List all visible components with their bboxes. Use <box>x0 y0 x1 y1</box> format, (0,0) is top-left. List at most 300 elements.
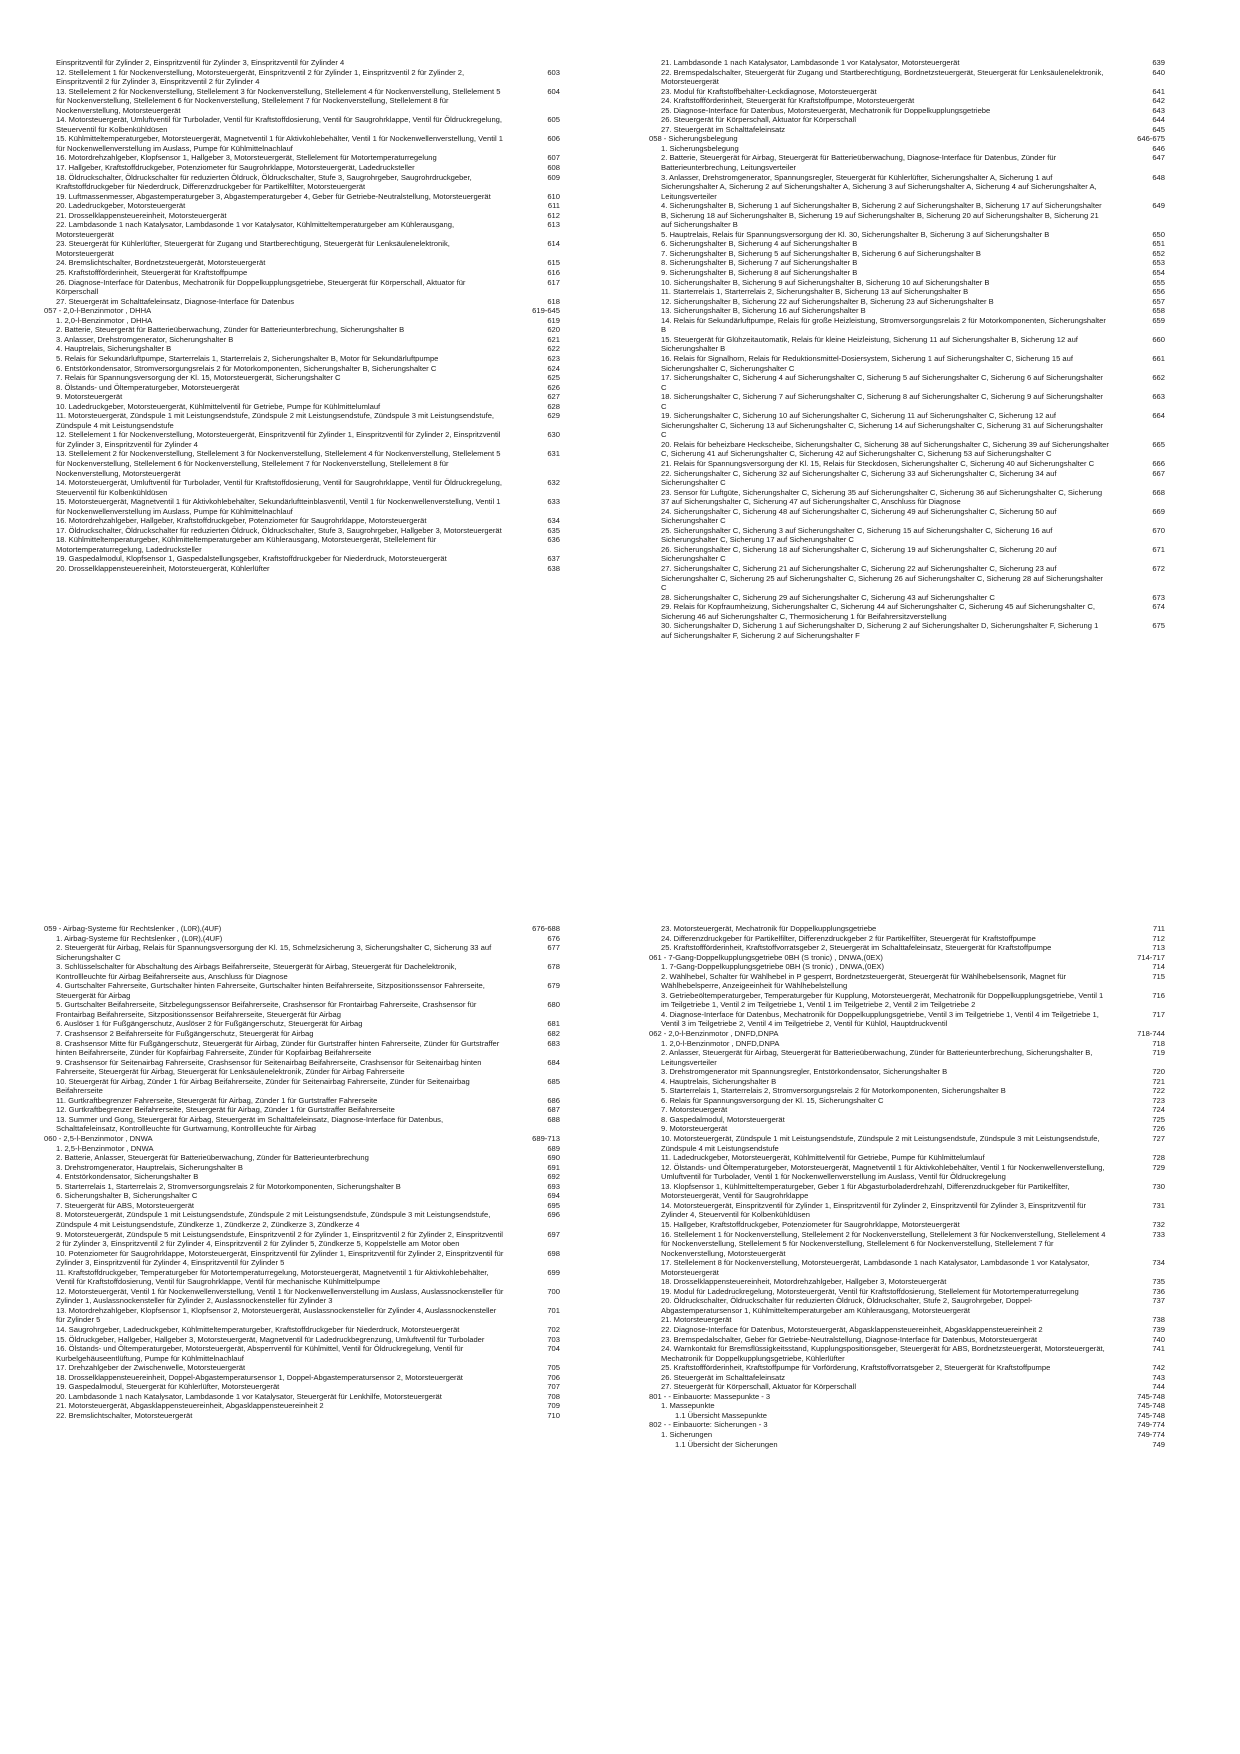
toc-page-number: 672 <box>1152 563 1165 573</box>
toc-entry-text: 22. Sicherungshalter C, Sicherung 32 auf Sicherungshalter C, Sicherung 33 auf Sicherungshalter C, Sicherung 34 auf Sicherungshalter C <box>661 468 1057 488</box>
toc-entry[interactable] <box>44 1201 574 1211</box>
toc-entry-text: 27. Sicherungshalter C, Sicherung 21 auf Sicherungshalter C, Sicherung 22 auf Sicherungshalter C, Sicherung 23 auf Sicherungshalter C, Sicherung 25 auf Sicherungshalter C, Sicherung 26 auf Sicherungshalter C, Sicherung 28 auf Sicherungshalter C <box>661 563 1103 593</box>
toc-entry[interactable] <box>649 1086 1179 1096</box>
toc-entry[interactable] <box>649 106 1179 116</box>
toc-page-number: 730 <box>1152 1181 1165 1191</box>
toc-entry[interactable] <box>44 1325 574 1335</box>
toc-entry-text: 059 - Airbag-Systeme für Rechtslenker , (L0R),(4UF) <box>44 924 222 933</box>
toc-entry-text: 8. Gaspedalmodul, Motorsteuergerät <box>661 1114 785 1124</box>
toc-entry[interactable] <box>44 1249 574 1268</box>
toc-chapter-entry[interactable] <box>649 953 1179 963</box>
toc-entry[interactable] <box>649 278 1179 288</box>
toc-entry[interactable] <box>44 1392 574 1402</box>
toc-entry[interactable] <box>44 962 574 981</box>
toc-entry[interactable] <box>649 87 1179 97</box>
toc-page-number: 689 <box>547 1143 560 1153</box>
toc-entry[interactable] <box>44 1000 574 1019</box>
toc-entry[interactable] <box>44 934 574 944</box>
toc-entry[interactable] <box>649 1315 1179 1325</box>
toc-entry-text: 4. Gurtschalter Fahrerseite, Gurtschalter hinten Fahrerseite, Gurtschalter hinten Beifahrerseite, Sitzpositionssensor Fahrerseite, Steuergerät für Airbag <box>56 981 485 1000</box>
toc-entry-text: 27. Steuergerät im Schalttafeleinsatz <box>661 124 786 134</box>
toc-entry-text: 20. Relais für beheizbare Heckscheibe, Sicherungshalter C, Sicherung 38 auf Sicherungshalter C, Sicherung 39 auf Sicherungshalter C, Sicherung 41 auf Sicherungshalter C, Sicherung 42 auf Sicherungshalter C, Sicherung 53 auf Sicherungshalter C <box>661 439 1109 459</box>
toc-page-number: 633 <box>547 497 560 507</box>
toc-page-number: 666 <box>1152 458 1165 468</box>
toc-entry[interactable] <box>649 58 1179 68</box>
toc-entry-text: 3. Getriebeöltemperaturgeber, Temperaturgeber für Kupplung, Motorsteuergerät, Mechatronik für Doppelkupplungsgetriebe, Ventil 1 im Teilgetriebe 1, Ventil 2 im Teilgetriebe 1, Ventil 1 im Teilgetriebe 2, Ventil 2 im Teilgetriebe 2 <box>661 990 1104 1010</box>
toc-page-number: 651 <box>1152 239 1165 249</box>
toc-entry[interactable] <box>649 1182 1179 1201</box>
toc-entry[interactable] <box>44 1182 574 1192</box>
toc-page-number: 643 <box>1152 105 1165 115</box>
toc-entry[interactable] <box>44 220 574 239</box>
toc-entry[interactable] <box>44 1191 574 1201</box>
toc-page-number: 607 <box>547 153 560 163</box>
toc-entry[interactable] <box>649 1287 1179 1297</box>
toc-chapter-entry[interactable] <box>649 134 1179 144</box>
toc-entry[interactable] <box>649 354 1179 373</box>
toc-entry[interactable] <box>44 335 574 345</box>
toc-entry-text: 8. Sicherungshalter B, Sicherung 7 auf Sicherungshalter B <box>661 258 858 268</box>
toc-entry[interactable] <box>44 1411 574 1421</box>
toc-entry[interactable] <box>44 1144 574 1154</box>
toc-entry[interactable] <box>44 402 574 412</box>
toc-entry[interactable] <box>649 1163 1179 1182</box>
toc-entry-text: 15. Steuergerät für Glühzeitautomatik, Relais für kleine Heizleistung, Sicherung 11 auf Sicherungshalter B, Sicherung 12 auf Sicherungshalter B <box>661 334 1078 354</box>
toc-entry-text: 9. Motorsteuergerät <box>56 392 123 402</box>
toc-entry[interactable] <box>649 1220 1179 1230</box>
toc-entry[interactable] <box>44 68 574 87</box>
toc-entry[interactable] <box>44 1382 574 1392</box>
toc-entry-text: 29. Relais für Kopfraumheizung, Sicherungshalter C, Sicherung 44 auf Sicherungshalter C, Sicherung 45 auf Sicherungshalter C, Sicherung 46 auf Sicherungshalter C, Thermosicherung 1 für Beifahrersitzverstellung <box>661 602 1095 621</box>
toc-entry-text: 24. Kraftstoffförderinheit, Steuergerät für Kraftstoffpumpe, Motorsteuergerät <box>661 96 915 106</box>
toc-entry[interactable] <box>44 1287 574 1306</box>
toc-entry-text: 1. Sicherungen <box>661 1429 713 1439</box>
toc-entry-text: 25. Sicherungshalter C, Sicherung 3 auf Sicherungshalter C, Sicherung 15 auf Sicherungshalter C, Sicherung 16 auf Sicherungshalter C, Sicherung 17 auf Sicherungshalter C <box>661 525 1053 545</box>
toc-entry[interactable] <box>44 211 574 221</box>
toc-page-number: 702 <box>547 1324 560 1334</box>
toc-entry-text: 17. Drehzahlgeber der Zwischenwelle, Motorsteuergerät <box>56 1363 246 1373</box>
toc-entry-text: 20. Lambdasonde 1 nach Katalysator, Lambdasonde 1 vor Katalysator, Steuergerät für Lenkhilfe, Motorsteuergerät <box>56 1391 442 1401</box>
toc-entry-text: 10. Sicherungshalter B, Sicherung 9 auf Sicherungshalter B, Sicherung 10 auf Sicherungshalter B <box>661 277 990 287</box>
toc-page-number: 749 <box>1152 1439 1165 1449</box>
toc-entry[interactable] <box>649 173 1179 202</box>
toc-entry-text: 23. Motorsteuergerät, Mechatronik für Doppelkupplungsgetriebe <box>661 924 877 933</box>
toc-entry-text: 8. Crashsensor Mitte für Fußgängerschutz, Steuergerät für Airbag, Zünder für Gurtstraffer hinten Fahrerseite, Zünder für Gurtstraffer hinten Beifahrerseite, Zünder für Kopfairbag Fahrerseite, Zünder für Kopfairbag Beifahrerseite <box>56 1038 500 1058</box>
toc-chapter-entry[interactable] <box>649 1420 1179 1430</box>
toc-page-number: 674 <box>1152 602 1165 612</box>
toc-page-number: 622 <box>547 344 560 354</box>
toc-entry[interactable] <box>44 344 574 354</box>
toc-entry-text: 2. Batterie, Steuergerät für Airbag, Steuergerät für Batterieüberwachung, Diagnose-Interface für Datenbus, Zünder für Batterieunterbrechung, Leitungsverteiler <box>661 153 1057 173</box>
toc-page-number: 683 <box>547 1038 560 1048</box>
toc-entry-text: 802 - - Einbauorte: Sicherungen - 3 <box>649 1420 768 1430</box>
toc-entry-text: 13. Motordrehzahlgeber, Klopfsensor 1, Klopfsensor 2, Motorsteuergerät, Auslassnockensteller für Zylinder 4, Auslassnockensteller für Zylinder 5 <box>56 1305 497 1325</box>
toc-entry[interactable] <box>649 1335 1179 1345</box>
toc-entry[interactable] <box>44 239 574 258</box>
toc-chapter-entry[interactable] <box>649 1392 1179 1402</box>
toc-entry[interactable] <box>44 1153 574 1163</box>
toc-page-number: 657 <box>1152 296 1165 306</box>
toc-entry-text: 9. Motorsteuergerät <box>661 1124 728 1134</box>
toc-entry[interactable] <box>649 1096 1179 1106</box>
toc-entry-text: 9. Motorsteuergerät, Zündspule 5 mit Leistungsendstufe, Einspritzventil 2 für Zylinder 1, Einspritzventil 2 für Zylinder 2, Einspritzventil 2 für Zylinder 3, Einspritzventil 2 für Zylinder 4, Einspritzventil 2 für Zylinder 5, Zündkerze 5, Koppelstelle am Motor oben <box>56 1229 503 1249</box>
toc-entry[interactable] <box>44 173 574 192</box>
toc-page-number: 658 <box>1152 306 1165 316</box>
toc-entry-text: 060 - 2,5-l-Benzinmotor , DNWA <box>44 1134 153 1144</box>
toc-chapter-entry[interactable] <box>44 924 574 934</box>
toc-entry-text: 27. Steuergerät im Schalttafeleinsatz, Diagnose-Interface für Datenbus <box>56 296 295 306</box>
toc-entry[interactable] <box>44 449 574 478</box>
toc-entry[interactable] <box>649 144 1179 154</box>
toc-entry-text: 13. Klopfsensor 1, Kühlmitteltemperaturgeber, Geber 1 für Abgasturboladerdrehzahl, Differenzdruckgeber für Partikelfilter, Motorsteuergerät, Ventil für Saugrohrklappe <box>661 1181 1070 1201</box>
toc-entry-text: 10. Steuergerät für Airbag, Zünder 1 für Airbag Beifahrerseite, Zünder für Seitenairbag Fahrerseite, Zünder für Seitenairbag Beifahrerseite <box>56 1076 470 1096</box>
toc-entry-text: 27. Steuergerät für Körperschall, Aktuator für Körperschall <box>661 1382 857 1392</box>
toc-entry[interactable] <box>44 497 574 516</box>
toc-page-number: 669 <box>1152 506 1165 516</box>
toc-page-number: 745-748 <box>1137 1401 1165 1411</box>
toc-entry[interactable] <box>649 1411 1179 1421</box>
toc-page-number: 675 <box>1152 621 1165 631</box>
toc-page-number: 736 <box>1152 1286 1165 1296</box>
toc-entry-text: 22. Bremspedalschalter, Steuergerät für Zugang und Startberechtigung, Bordnetzsteuergerät, Steuergerät für Lenksäulenelektronik, Motorsteuergerät <box>661 67 1104 87</box>
toc-entry-text: Einspritzventil für Zylinder 2, Einspritzventil für Zylinder 3, Einspritzventil für Zylinder 4 <box>56 58 345 67</box>
toc-entry[interactable] <box>649 297 1179 307</box>
toc-entry-text: 801 - - Einbauorte: Massepunkte - 3 <box>649 1391 771 1401</box>
toc-page-number: 715 <box>1152 971 1165 981</box>
toc-entry[interactable] <box>649 943 1179 953</box>
toc-entry-text: 1.1 Übersicht der Sicherungen <box>675 1439 778 1449</box>
toc-entry[interactable] <box>44 1210 574 1229</box>
toc-page-number: 661 <box>1152 353 1165 363</box>
toc-page-number: 627 <box>547 392 560 402</box>
toc-page-number: 696 <box>547 1210 560 1220</box>
toc-page-number: 642 <box>1152 96 1165 106</box>
toc-entry[interactable] <box>649 545 1179 564</box>
toc-entry[interactable] <box>44 1019 574 1029</box>
toc-entry[interactable] <box>649 1363 1179 1373</box>
toc-entry[interactable] <box>649 1201 1179 1220</box>
toc-page-number: 641 <box>1152 86 1165 96</box>
toc-entry[interactable] <box>649 526 1179 545</box>
toc-entry[interactable] <box>44 526 574 536</box>
toc-entry-text: 18. Drosselklappensteuereinheit, Doppel-Abgastemperatursensor 1, Doppel-Abgastemperatursensor 2, Motorsteuergerät <box>56 1372 463 1382</box>
toc-entry[interactable] <box>44 392 574 402</box>
toc-entry[interactable] <box>649 392 1179 411</box>
toc-page-number: 739 <box>1152 1324 1165 1334</box>
toc-entry[interactable] <box>649 1344 1179 1363</box>
toc-page-number: 646-675 <box>1137 134 1165 144</box>
toc-entry-text: 3. Drehstromgenerator, Hauptrelais, Sicherungshalter B <box>56 1162 243 1172</box>
toc-page-number: 655 <box>1152 277 1165 287</box>
toc-entry-text: 12. Motorsteuergerät, Ventil 1 für Nockenwellenverstellung, Ventil 1 für Nockenwellenverstellung im Auslass, Auslassnockensteller für Zylinder 1, Auslassnockensteller für Zylinder 2, Auslassnockensteller für Zylinder 3 <box>56 1286 504 1306</box>
toc-entry[interactable] <box>44 1363 574 1373</box>
toc-entry[interactable] <box>44 535 574 554</box>
toc-entry[interactable] <box>649 469 1179 488</box>
toc-entry[interactable] <box>649 1115 1179 1125</box>
toc-entry[interactable] <box>649 1296 1179 1315</box>
toc-chapter-entry[interactable] <box>44 1134 574 1144</box>
toc-page-number: 699 <box>547 1267 560 1277</box>
toc-entry[interactable] <box>44 1105 574 1115</box>
toc-entry-text: 8. Ölstands- und Öltemperaturgeber, Motorsteuergerät <box>56 382 240 392</box>
toc-page-number: 710 <box>547 1410 560 1420</box>
toc-entry[interactable] <box>649 153 1179 172</box>
toc-entry[interactable] <box>649 924 1179 934</box>
toc-entry[interactable] <box>649 1105 1179 1115</box>
toc-entry[interactable] <box>44 278 574 297</box>
toc-entry[interactable] <box>44 981 574 1000</box>
toc-page-number: 648 <box>1152 172 1165 182</box>
toc-page-number: 690 <box>547 1153 560 1163</box>
toc-entry[interactable] <box>649 1401 1179 1411</box>
toc-entry[interactable] <box>649 230 1179 240</box>
toc-entry[interactable] <box>649 602 1179 621</box>
toc-entry[interactable] <box>44 316 574 326</box>
toc-entry[interactable] <box>44 268 574 278</box>
toc-entry[interactable] <box>44 373 574 383</box>
toc-page-number: 649 <box>1152 201 1165 211</box>
toc-page-number: 749-774 <box>1137 1429 1165 1439</box>
toc-page-number: 718-744 <box>1137 1029 1165 1039</box>
toc-entry[interactable] <box>649 258 1179 268</box>
toc-entry[interactable] <box>44 430 574 449</box>
toc-page-number: 727 <box>1152 1134 1165 1144</box>
toc-page-number: 636 <box>547 535 560 545</box>
toc-entry[interactable] <box>44 554 574 564</box>
toc-entry[interactable] <box>649 201 1179 230</box>
toc-page-number: 722 <box>1152 1086 1165 1096</box>
toc-entry-text: 25. Kraftstoffförderinheit, Steuergerät für Kraftstoffpumpe <box>56 268 248 278</box>
toc-entry-text: 26. Steuergerät im Schalttafeleinsatz <box>661 1372 786 1382</box>
toc-entry[interactable] <box>649 934 1179 944</box>
toc-entry[interactable] <box>44 201 574 211</box>
toc-entry-text: 4. Hauptrelais, Sicherungshalter B <box>56 344 172 354</box>
toc-page-number: 734 <box>1152 1258 1165 1268</box>
toc-entry[interactable] <box>44 1096 574 1106</box>
toc-page-number: 680 <box>547 1000 560 1010</box>
toc-entry[interactable] <box>649 249 1179 259</box>
toc-entry[interactable] <box>44 258 574 268</box>
toc-entry-text: 1. 2,0-l-Benzinmotor , DHHA <box>56 315 153 325</box>
toc-page-number: 705 <box>547 1363 560 1373</box>
toc-entry-text: 14. Saugrohrgeber, Ladedruckgeber, Kühlmitteltemperaturgeber, Kraftstoffdruckgeber für Niederdruck, Motorsteuergerät <box>56 1324 460 1334</box>
toc-page-number: 742 <box>1152 1363 1165 1373</box>
toc-entry-text: 20. Drosselklappensteuereinheit, Motorsteuergerät, Kühlerlüfter <box>56 563 270 573</box>
toc-page-number: 735 <box>1152 1277 1165 1287</box>
toc-entry[interactable] <box>649 991 1179 1010</box>
toc-entry[interactable] <box>44 364 574 374</box>
toc-page-number: 697 <box>547 1229 560 1239</box>
toc-page-number: 650 <box>1152 229 1165 239</box>
toc-entry-text: 7. Steuergerät für ABS, Motorsteuergerät <box>56 1200 195 1210</box>
toc-entry-text: 11. Ladedruckgeber, Motorsteuergerät, Kühlmittelventil für Getriebe, Pumpe für Kühlmittelumlauf <box>661 1153 985 1163</box>
toc-page-number: 652 <box>1152 248 1165 258</box>
toc-entry-text: 21. Motorsteuergerät, Abgasklappensteuereinheit, Abgasklappensteuereinheit 2 <box>56 1401 324 1411</box>
toc-entry[interactable] <box>44 1115 574 1134</box>
toc-page-number: 635 <box>547 525 560 535</box>
toc-entry[interactable] <box>649 440 1179 459</box>
toc-entry[interactable] <box>44 1172 574 1182</box>
toc-page-number: 676-688 <box>532 924 560 933</box>
toc-entry[interactable] <box>649 268 1179 278</box>
toc-page-number: 610 <box>547 191 560 201</box>
toc-page-number: 737 <box>1152 1296 1165 1306</box>
toc-entry[interactable] <box>44 1077 574 1096</box>
toc-entry[interactable] <box>44 1163 574 1173</box>
toc-entry-text: 25. Kraftstoffförderinheit, Kraftstoffpumpe für Vorförderung, Kraftstoffvorratsgeber 2, Steuergerät für Kraftstoffpumpe <box>661 1363 1051 1373</box>
toc-page-number: 701 <box>547 1305 560 1315</box>
toc-entry[interactable] <box>44 297 574 307</box>
toc-entry[interactable] <box>649 962 1179 972</box>
toc-entry-text: 12. Ölstands- und Öltemperaturgeber, Motorsteuergerät, Magnetventil 1 für Aktivkohlebehälter, Ventil 1 für Nockenwellenverstellung, Umluftventil für Turbolader, Ventil 1 für Nockenwellenverstellung im Auslass, Ventil für Öldruckregelung <box>661 1162 1105 1182</box>
toc-page-number: 625 <box>547 373 560 383</box>
toc-entry-text: 17. Sicherungshalter C, Sicherung 4 auf Sicherungshalter C, Sicherung 5 auf Sicherungshalter C, Sicherung 6 auf Sicherungshalter C <box>661 373 1103 392</box>
toc-entry[interactable] <box>649 1048 1179 1067</box>
toc-entry[interactable] <box>44 192 574 202</box>
toc-entry[interactable] <box>649 488 1179 507</box>
toc-entry-text: 7. Crashsensor 2 Beifahrerseite für Fußgängerschutz, Steuergerät für Airbag <box>56 1029 314 1039</box>
toc-entry[interactable] <box>44 1306 574 1325</box>
toc-entry-text: 13. Stellelement 2 für Nockenverstellung, Stellelement 3 für Nockenverstellung, Stellelement 4 für Nockenverstellung, Stellelement 5 für Nockenverstellung, Stellelement 6 für Nockenverstellung, Stellelement 7 für Nockenverstellung, Stellelement 8 für Nockenverstellung, Motorsteuergerät <box>56 86 501 115</box>
toc-chapter-entry[interactable] <box>649 1029 1179 1039</box>
toc-page-number: 688 <box>547 1114 560 1124</box>
toc-entry[interactable] <box>649 1373 1179 1383</box>
toc-entry[interactable] <box>649 125 1179 135</box>
toc-entry-text: 16. Ölstands- und Öltemperaturgeber, Motorsteuergerät, Absperrventil für Kühlmittel, Ventil für Öldruckregelung, Ventil für Kurbelgehäuseentlüftung, Pumpe für Kühlmittelnachlauf <box>56 1344 464 1363</box>
toc-page-number: 670 <box>1152 525 1165 535</box>
toc-entry-text: 24. Differenzdruckgeber für Partikelfilter, Differenzdruckgeber 2 für Partikelfilter, Steuergerät für Kraftstoffpumpe <box>661 933 1036 943</box>
toc-entry-text: 18. Sicherungshalter C, Sicherung 7 auf Sicherungshalter C, Sicherung 8 auf Sicherungshalter C, Sicherung 9 auf Sicherungshalter C <box>661 392 1103 411</box>
toc-entry[interactable] <box>649 1430 1179 1440</box>
toc-entry[interactable] <box>649 316 1179 335</box>
toc-entry-text: 1. Airbag-Systeme für Rechtslenker , (L0R),(4UF) <box>56 933 223 943</box>
toc-entry-text: 19. Modul für Ladedruckregelung, Motorsteuergerät, Ventil für Kraftstoffdosierung, Stellelement für Motortemperaturregelung <box>661 1286 1079 1296</box>
toc-entry[interactable] <box>649 115 1179 125</box>
toc-entry[interactable] <box>44 1373 574 1383</box>
toc-entry-text: 26. Steuergerät für Körperschall, Aktuator für Körperschall <box>661 115 857 125</box>
toc-entry[interactable] <box>44 87 574 116</box>
toc-entry[interactable] <box>649 1010 1179 1029</box>
toc-page-number: 615 <box>547 258 560 268</box>
toc-page-number: 681 <box>547 1019 560 1029</box>
toc-entry[interactable] <box>649 1258 1179 1277</box>
toc-entry-text: 17. Hallgeber, Kraftstoffdruckgeber, Potenziometer für Saugrohrklappe, Motorsteuergerät, Ladedrucksteller <box>56 163 415 173</box>
toc-entry[interactable] <box>649 1067 1179 1077</box>
toc-page-number: 647 <box>1152 153 1165 163</box>
toc-page-number: 603 <box>547 67 560 77</box>
toc-entry[interactable] <box>649 411 1179 440</box>
toc-entry-text: 30. Sicherungshalter D, Sicherung 1 auf Sicherungshalter D, Sicherung 2 auf Sicherungshalter D, Sicherungshalter F, Sicherung 1 auf Sicherungshalter F, Sicherung 2 auf Sicherungshalter F <box>661 621 1099 640</box>
toc-entry[interactable] <box>649 972 1179 991</box>
toc-entry-text: 16. Motordrehzahlgeber, Klopfsensor 1, Hallgeber 3, Motorsteuergerät, Stellelement für Motortemperaturregelung <box>56 153 437 163</box>
toc-entry[interactable] <box>44 1401 574 1411</box>
toc-entry[interactable] <box>44 1230 574 1249</box>
toc-column <box>44 924 574 1420</box>
toc-page-number: 637 <box>547 554 560 564</box>
toc-page-number: 677 <box>547 943 560 953</box>
toc-entry[interactable] <box>649 373 1179 392</box>
toc-entry[interactable] <box>649 287 1179 297</box>
toc-entry-text: 14. Motorsteuergerät, Umluftventil für Turbolader, Ventil für Kraftstoffdosierung, Ventil für Saugrohrklappe, Ventil für Öldruckregelung, Steuerventil für Kolbenkühldüsen <box>56 478 503 497</box>
toc-entry[interactable] <box>44 1058 574 1077</box>
toc-entry[interactable] <box>649 1134 1179 1153</box>
toc-entry-text: 5. Hauptrelais, Relais für Spannungsversorgung der Kl. 30, Sicherungshalter B, Sicherung 3 auf Sicherungshalter B <box>661 229 1050 239</box>
toc-entry-text: 057 - 2,0-l-Benzinmotor , DHHA <box>44 306 152 316</box>
toc-chapter-entry[interactable] <box>44 306 574 316</box>
toc-entry[interactable] <box>44 383 574 393</box>
toc-entry[interactable] <box>44 478 574 497</box>
toc-entry[interactable] <box>649 564 1179 593</box>
toc-entry-text: 18. Drosselklappensteuereinheit, Motordrehzahlgeber, Hallgeber 3, Motorsteuergerät <box>661 1277 947 1287</box>
toc-entry[interactable] <box>649 1230 1179 1259</box>
toc-entry[interactable] <box>649 306 1179 316</box>
toc-entry[interactable] <box>44 943 574 962</box>
toc-entry[interactable] <box>649 1077 1179 1087</box>
toc-entry[interactable] <box>649 1325 1179 1335</box>
toc-entry[interactable] <box>44 1335 574 1345</box>
toc-entry[interactable] <box>649 1382 1179 1392</box>
toc-entry-text: 20. Öldruckschalter, Öldruckschalter für reduzierten Öldruck, Öldruckschalter, Stufe 2, Saugrohrgeber, Doppel-Abgastemperatursensor 1, Kühlmitteltemperaturgeber am Kühlerausgang, Motorsteuergerät <box>661 1296 1033 1315</box>
toc-entry[interactable] <box>44 1039 574 1058</box>
toc-page-number: 653 <box>1152 258 1165 268</box>
toc-page-number: 721 <box>1152 1076 1165 1086</box>
toc-entry[interactable] <box>649 96 1179 106</box>
toc-entry[interactable] <box>649 459 1179 469</box>
toc-entry[interactable] <box>44 564 574 574</box>
toc-entry[interactable] <box>649 1153 1179 1163</box>
toc-page-number: 668 <box>1152 487 1165 497</box>
toc-page-number: 731 <box>1152 1200 1165 1210</box>
toc-entry-text: 21. Relais für Spannungsversorgung der Kl. 15, Relais für Steckdosen, Sicherungshalter C, Sicherung 40 auf Sicherungshalter C <box>661 458 1095 468</box>
toc-entry[interactable] <box>649 1440 1179 1450</box>
toc-page-number: 719 <box>1152 1048 1165 1058</box>
toc-entry[interactable] <box>649 593 1179 603</box>
toc-entry-text: 20. Ladedruckgeber, Motorsteuergerät <box>56 201 186 211</box>
toc-entry[interactable] <box>44 1029 574 1039</box>
toc-entry[interactable] <box>44 134 574 153</box>
toc-entry[interactable] <box>649 1039 1179 1049</box>
toc-page-number: 713 <box>1152 943 1165 953</box>
toc-page-number: 714-717 <box>1137 952 1165 962</box>
toc-entry[interactable] <box>44 163 574 173</box>
toc-entry[interactable] <box>44 354 574 364</box>
toc-page-number: 717 <box>1152 1009 1165 1019</box>
toc-entry[interactable] <box>44 58 574 68</box>
toc-entry-text: 22. Lambdasonde 1 nach Katalysator, Lambdasonde 1 vor Katalysator, Kühlmitteltemperaturgeber am Kühlerausgang, Motorsteuergerät <box>56 220 455 239</box>
toc-entry[interactable] <box>649 1277 1179 1287</box>
toc-entry[interactable] <box>649 1124 1179 1134</box>
toc-page-number: 626 <box>547 382 560 392</box>
toc-entry[interactable] <box>44 325 574 335</box>
toc-entry[interactable] <box>44 1344 574 1363</box>
toc-entry[interactable] <box>649 335 1179 354</box>
toc-entry[interactable] <box>44 1268 574 1287</box>
toc-entry[interactable] <box>649 239 1179 249</box>
toc-entry[interactable] <box>44 516 574 526</box>
toc-entry[interactable] <box>44 153 574 163</box>
toc-entry[interactable] <box>649 507 1179 526</box>
toc-entry[interactable] <box>44 115 574 134</box>
toc-entry[interactable] <box>649 68 1179 87</box>
toc-page-number: 645 <box>1152 124 1165 134</box>
toc-entry[interactable] <box>649 621 1179 640</box>
toc-page-number: 678 <box>547 962 560 972</box>
toc-entry-text: 13. Stellelement 2 für Nockenverstellung, Stellelement 3 für Nockenverstellung, Stellelement 4 für Nockenverstellung, Stellelement 5 für Nockenverstellung, Stellelement 6 für Nockenverstellung, Stellelement 7 für Nockenverstellung, Stellelement 8 für Nockenverstellung, Motorsteuergerät <box>56 449 501 478</box>
toc-entry-text: 21. Drosselklappensteuereinheit, Motorsteuergerät <box>56 210 227 220</box>
toc-entry-text: 21. Lambdasonde 1 nach Katalysator, Lambdasonde 1 vor Katalysator, Motorsteuergerät <box>661 58 960 67</box>
toc-entry-text: 23. Bremspedalschalter, Geber für Getriebe-Neutralstellung, Diagnose-Interface für Datenbus, Motorsteuergerät <box>661 1334 1038 1344</box>
toc-entry[interactable] <box>44 411 574 430</box>
